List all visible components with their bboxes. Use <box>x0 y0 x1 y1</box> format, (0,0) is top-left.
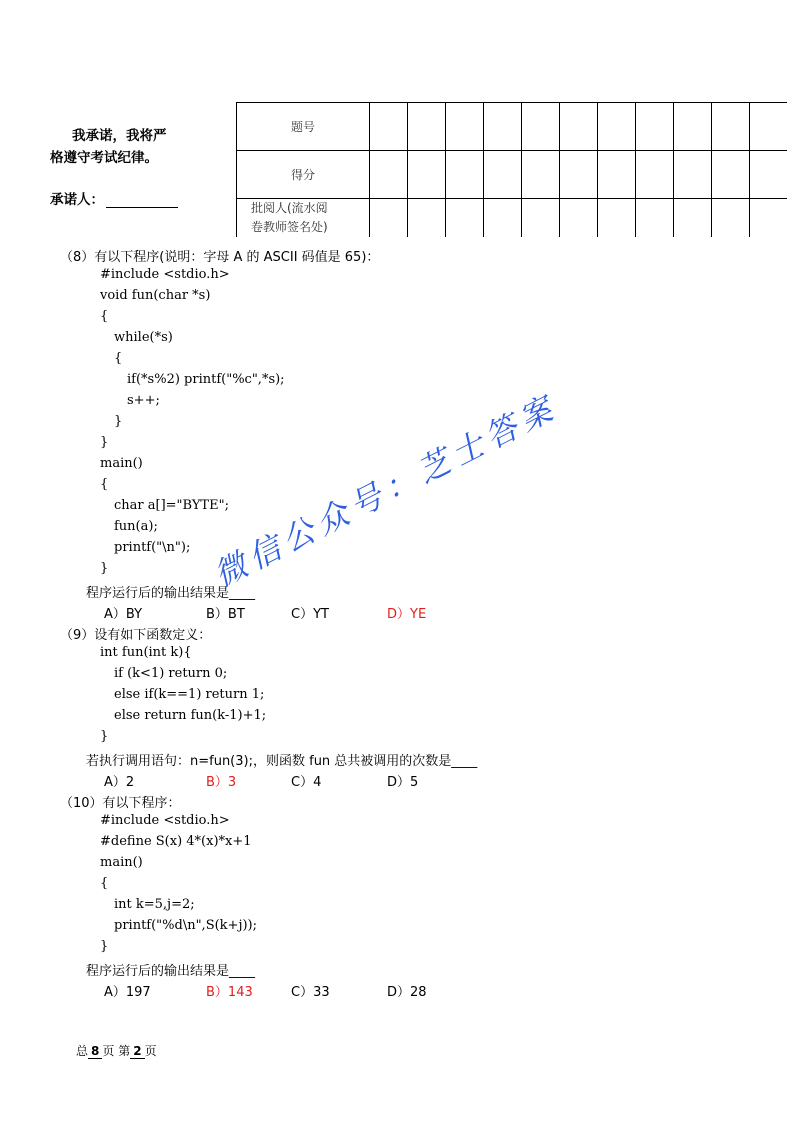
grader-label-line-2: 卷教师签名处) <box>251 220 328 234</box>
score-cell <box>712 151 750 199</box>
code-line: } <box>100 561 109 576</box>
score-cell <box>636 199 674 238</box>
score-cell <box>598 199 636 238</box>
score-cell <box>750 199 788 238</box>
score-cell <box>484 151 522 199</box>
code-line: else if(k==1) return 1; <box>114 687 265 702</box>
pledge-line-1: 我承诺，我将严 <box>72 128 167 144</box>
code-line: } <box>114 414 123 429</box>
code-line: { <box>100 876 109 891</box>
score-cell <box>712 199 750 238</box>
q9-stem: （9）设有如下函数定义： <box>60 628 212 643</box>
score-cell <box>484 103 522 151</box>
score-cell <box>408 103 446 151</box>
score-cell <box>370 103 408 151</box>
score-cell <box>370 199 408 238</box>
score-cell <box>446 199 484 238</box>
score-row1-label: 题号 <box>237 103 370 151</box>
code-line: if(*s%2) printf("%c",*s); <box>127 372 285 387</box>
code-line: else return fun(k-1)+1; <box>114 708 267 723</box>
q9-option-b-answer: B）3 <box>206 775 237 790</box>
q10-option-c: C）33 <box>291 985 330 1000</box>
q10-option-b-answer: B）143 <box>206 985 253 1000</box>
q10-stem: （10）有以下程序： <box>60 796 181 811</box>
q10-option-a: A）197 <box>104 985 151 1000</box>
code-line: } <box>100 939 109 954</box>
q9-option-c: C）4 <box>291 775 322 790</box>
signer-row <box>50 188 178 208</box>
score-cell <box>560 199 598 238</box>
q9-prompt: 若执行调用语句：n=fun(3);，则函数 fun 总共被调用的次数是____ <box>86 754 478 769</box>
footer-current-prefix: 第 <box>118 1044 131 1058</box>
code-line: { <box>100 309 109 324</box>
score-row-question-number <box>237 103 788 151</box>
score-cell <box>408 151 446 199</box>
pledge-line-2: 格遵守考试纪律。 <box>50 150 158 166</box>
score-cell <box>712 103 750 151</box>
score-row-grader <box>237 199 788 238</box>
code-line: main() <box>100 855 143 870</box>
q8-option-b: B）BT <box>206 607 245 622</box>
score-cell <box>408 199 446 238</box>
code-line: int k=5,j=2; <box>114 897 195 912</box>
footer-pages-word: 页 <box>102 1044 115 1058</box>
score-cell <box>598 103 636 151</box>
footer-total-pages: 8 <box>88 1044 102 1059</box>
footer-total-prefix: 总 <box>76 1044 89 1058</box>
q8-stem: （8）有以下程序(说明：字母 A 的 ASCII 码值是 65)： <box>60 250 380 265</box>
signer-label: 承诺人： <box>50 192 104 208</box>
code-line: printf("%d\n",S(k+j)); <box>114 918 257 933</box>
q10-option-d: D）28 <box>387 985 427 1000</box>
score-cell <box>522 199 560 238</box>
q9-option-a: A）2 <box>104 775 135 790</box>
q9-option-d: D）5 <box>387 775 419 790</box>
code-line: while(*s) <box>114 330 173 345</box>
q8-prompt: 程序运行后的输出结果是____ <box>86 586 256 601</box>
code-line: #define S(x) 4*(x)*x+1 <box>100 834 252 849</box>
signature-line <box>106 193 178 208</box>
score-cell <box>446 151 484 199</box>
score-row3-label <box>237 199 370 238</box>
code-line: main() <box>100 456 143 471</box>
q8-option-d-answer: D）YE <box>387 607 427 622</box>
code-line: } <box>100 435 109 450</box>
code-line: fun(a); <box>114 519 158 534</box>
code-line: { <box>100 477 109 492</box>
score-row2-label: 得分 <box>237 151 370 199</box>
code-line: s++; <box>127 393 160 408</box>
q8-option-a: A）BY <box>104 607 143 622</box>
code-line: } <box>100 729 109 744</box>
score-cell <box>674 199 712 238</box>
score-row-score <box>237 151 788 199</box>
score-cell <box>522 103 560 151</box>
score-cell <box>484 199 522 238</box>
grader-label-line-1: 批阅人(流水阅 <box>251 201 328 215</box>
score-cell <box>598 151 636 199</box>
q10-prompt: 程序运行后的输出结果是____ <box>86 964 256 979</box>
score-table <box>236 102 787 237</box>
page-footer <box>76 1042 157 1059</box>
code-line: char a[]="BYTE"; <box>114 498 229 513</box>
score-cell <box>750 103 788 151</box>
q8-option-c: C）YT <box>291 607 329 622</box>
code-line: int fun(int k){ <box>100 645 192 660</box>
score-cell <box>674 151 712 199</box>
footer-page-suffix: 页 <box>144 1044 157 1058</box>
score-cell <box>446 103 484 151</box>
code-line: if (k<1) return 0; <box>114 666 228 681</box>
score-cell <box>560 151 598 199</box>
score-cell <box>522 151 560 199</box>
score-cell <box>636 151 674 199</box>
code-line: { <box>114 351 123 366</box>
score-cell <box>636 103 674 151</box>
code-line: #include <stdio.h> <box>100 267 230 282</box>
watermark-text: 微信公众号：芝士答案 <box>207 387 564 595</box>
code-line: void fun(char *s) <box>100 288 211 303</box>
score-cell <box>750 151 788 199</box>
code-line: #include <stdio.h> <box>100 813 230 828</box>
footer-current-page: 2 <box>130 1044 144 1059</box>
score-cell <box>560 103 598 151</box>
score-cell <box>370 151 408 199</box>
score-cell <box>674 103 712 151</box>
code-line: printf("\n"); <box>114 540 191 555</box>
